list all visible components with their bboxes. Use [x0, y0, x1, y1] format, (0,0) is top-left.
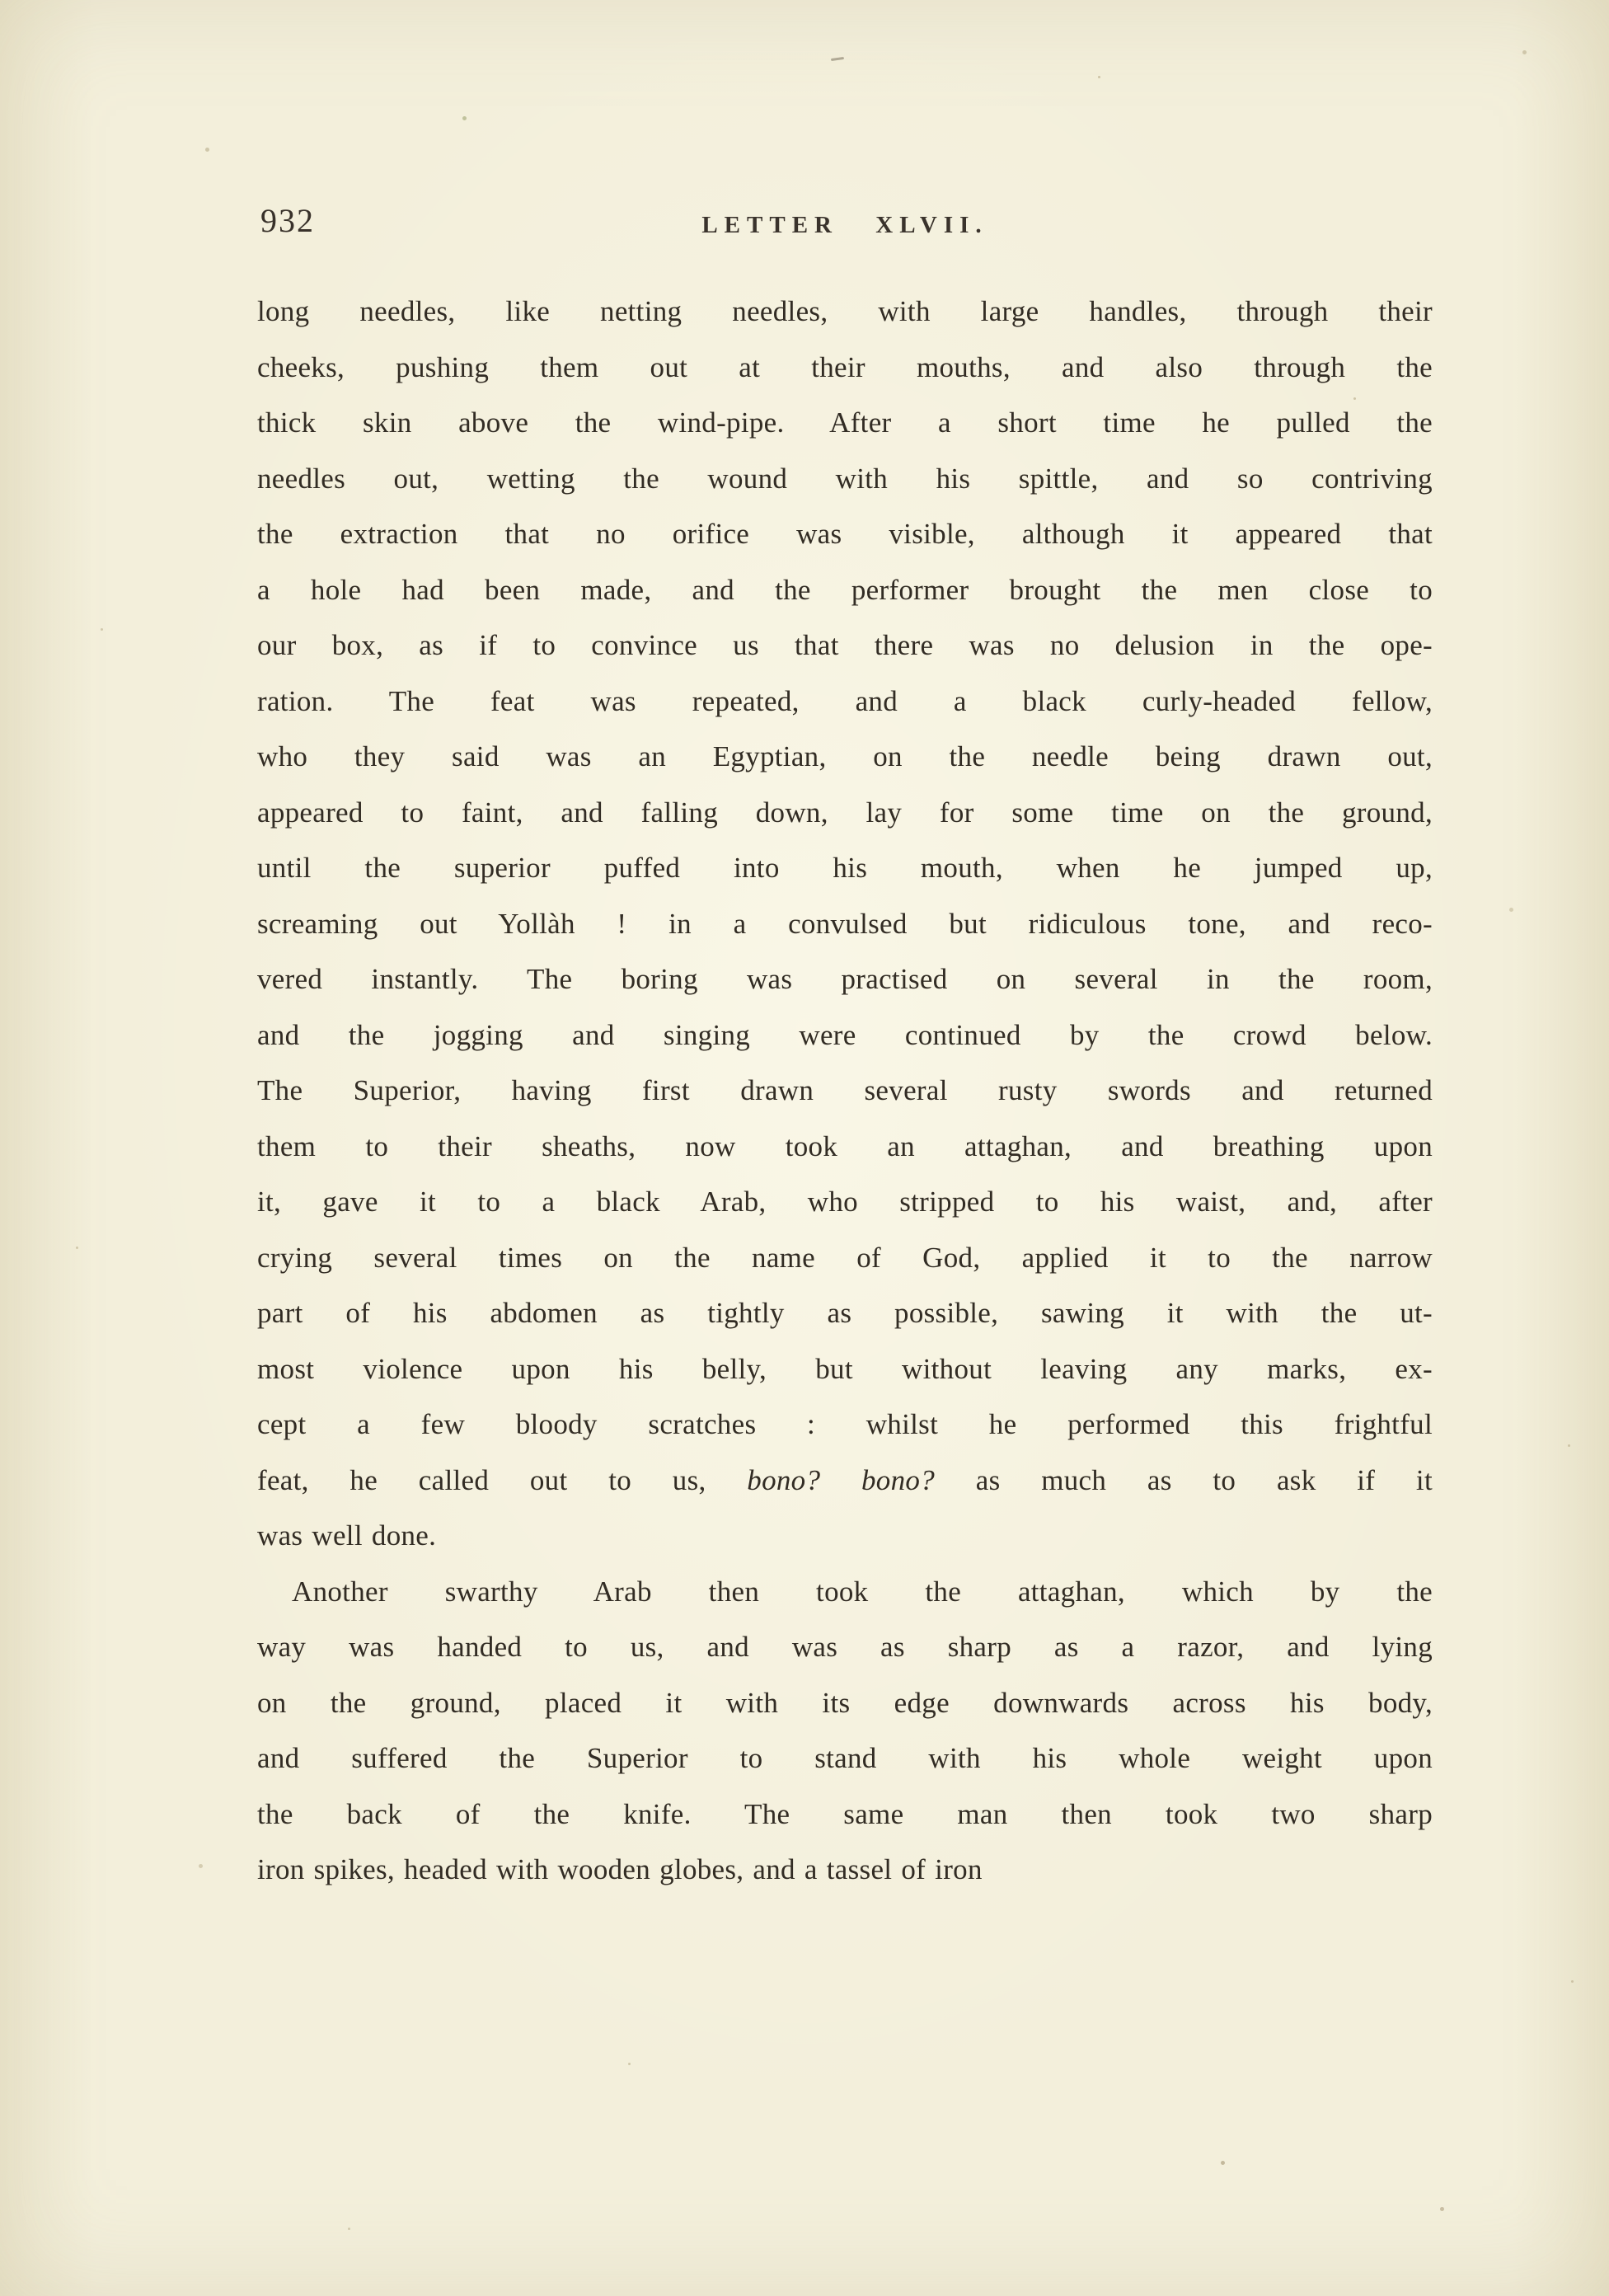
text-line — [257, 1119, 1433, 1175]
text-line — [257, 1285, 1433, 1341]
stray-mark — [831, 57, 844, 61]
text-line — [257, 729, 1433, 785]
text-line — [257, 395, 1433, 451]
text-line — [257, 1730, 1433, 1787]
page-number: 932 — [260, 202, 315, 239]
text-segment: long needles, like netting needles, with large handles, through their — [257, 295, 1433, 327]
text-segment: ration. The feat was repeated, and a black curly-headed fellow, — [257, 684, 1433, 717]
text-segment: most violence upon his belly, but without leaving any marks, ex- — [257, 1352, 1433, 1385]
text-segment: appeared to faint, and falling down, lay for some time on the ground, — [257, 796, 1433, 829]
text-line — [257, 1397, 1433, 1453]
text-line — [257, 1453, 1433, 1509]
paragraph — [257, 284, 1433, 1564]
text-line — [257, 1063, 1433, 1119]
text-segment: cheeks, pushing them out at their mouths, and also through the — [257, 350, 1433, 383]
text-line — [257, 1508, 1433, 1564]
text-line — [257, 1007, 1433, 1063]
text-segment: feat, he called out to us, — [257, 1463, 748, 1496]
text-line — [257, 896, 1433, 952]
text-line — [257, 840, 1433, 896]
text-segment: crying several times on the name of God, applied it to the narrow — [257, 1241, 1433, 1274]
text-segment: our box, as if to convince us that there was no delusion in the ope- — [257, 629, 1433, 661]
text-segment: needles out, wetting the wound with his spittle, and so contriving — [257, 462, 1433, 495]
text-segment: a hole had been made, and the performer brought the men close to — [257, 573, 1433, 606]
body-text — [257, 284, 1433, 1898]
text-segment: The Superior, having first drawn several rusty swords and returned — [257, 1074, 1433, 1106]
text-segment: was well done. — [257, 1519, 437, 1552]
text-segment: cept a few bloody scratches : whilst he performed this frightful — [257, 1408, 1433, 1440]
text-line — [257, 1564, 1433, 1620]
text-line — [257, 1619, 1433, 1675]
text-line — [257, 340, 1433, 396]
text-line — [257, 1174, 1433, 1230]
text-line — [257, 785, 1433, 841]
text-line — [257, 284, 1433, 340]
text-segment: screaming out Yollàh ! in a convulsed but ridiculous tone, and reco- — [257, 907, 1433, 940]
text-line — [257, 674, 1433, 730]
text-segment: it, gave it to a black Arab, who stripped to his waist, and, after — [257, 1186, 1433, 1218]
text-segment: Another swarthy Arab then took the attaghan, which by the — [292, 1575, 1433, 1608]
text-line — [257, 1675, 1433, 1731]
text-segment: them to their sheaths, now took an attaghan, and breathing upon — [257, 1129, 1433, 1162]
text-segment: vered instantly. The boring was practised on several in the room, — [257, 963, 1433, 995]
text-segment: who they said was an Egyptian, on the needle being drawn out, — [257, 740, 1433, 772]
text-segment: the back of the knife. The same man then took two sharp — [257, 1797, 1433, 1830]
text-line — [257, 1230, 1433, 1286]
text-line — [257, 562, 1433, 618]
text-line — [257, 1341, 1433, 1397]
text-line — [257, 1787, 1433, 1843]
text-line — [257, 617, 1433, 674]
text-segment: as much as to ask if it — [935, 1463, 1433, 1496]
text-segment: on the ground, placed it with its edge downwards across his body, — [257, 1686, 1433, 1719]
text-line — [257, 1842, 1433, 1898]
text-segment: until the superior puffed into his mouth, when he jumped up, — [257, 852, 1433, 884]
text-segment: iron spikes, headed with wooden globes, and a tassel of iron — [257, 1853, 983, 1885]
paper-specks — [0, 0, 2, 2]
text-line — [257, 506, 1433, 562]
paragraph — [257, 1564, 1433, 1898]
text-line — [257, 951, 1433, 1007]
running-header: LETTER XLVII. — [701, 212, 988, 238]
text-line — [257, 451, 1433, 507]
text-segment: and the jogging and singing were continued by the crowd below. — [257, 1018, 1433, 1051]
text-segment: way was handed to us, and was as sharp as a razor, and lying — [257, 1631, 1433, 1663]
text-segment: the extraction that no orifice was visible, although it appeared that — [257, 518, 1433, 550]
text-segment: and suffered the Superior to stand with his whole weight upon — [257, 1742, 1433, 1774]
page-header — [257, 201, 1433, 247]
italic-text: bono? bono? — [747, 1463, 936, 1496]
text-segment: part of his abdomen as tightly as possible, sawing it with the ut- — [257, 1297, 1433, 1329]
text-segment: thick skin above the wind-pipe. After a short time he pulled the — [257, 406, 1433, 439]
